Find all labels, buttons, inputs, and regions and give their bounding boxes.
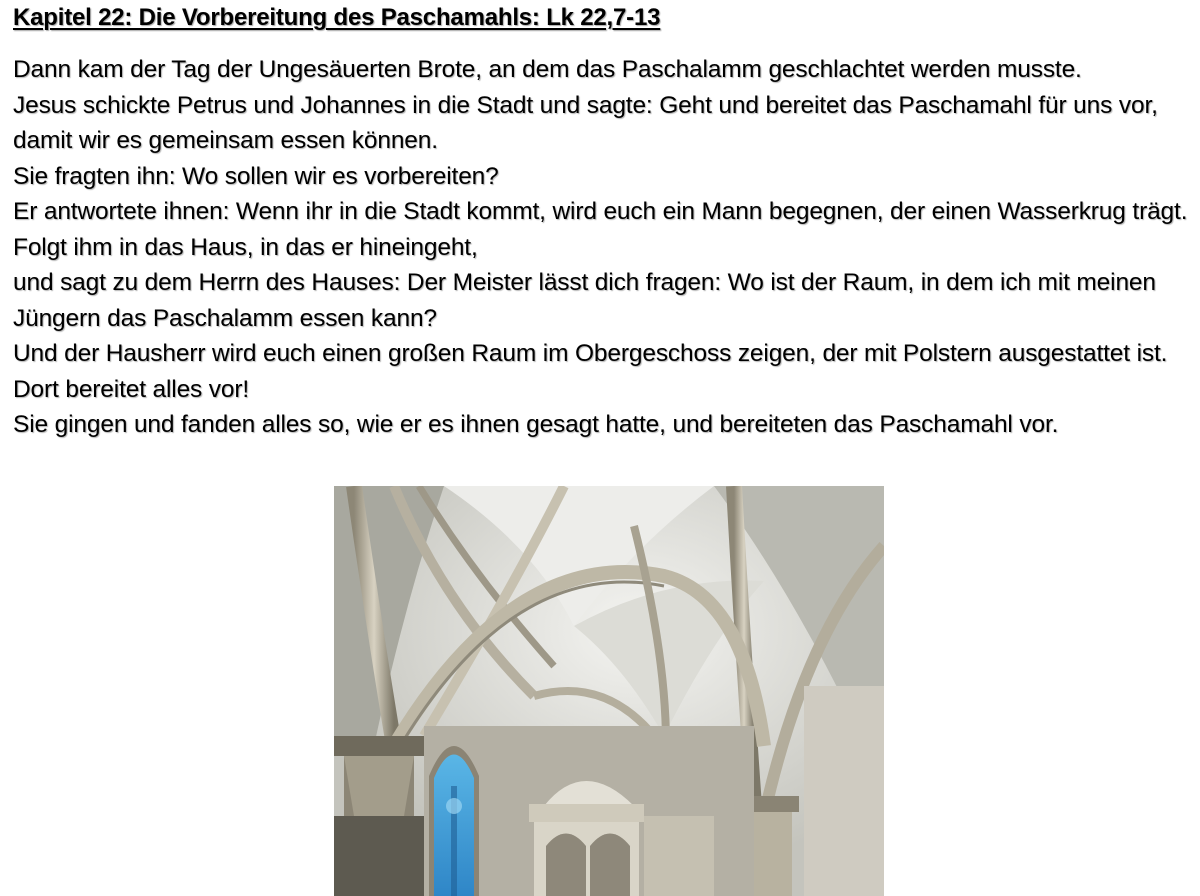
- verse-paragraph: und sagt zu dem Herrn des Hauses: Der Meister lässt dich fragen: Wo ist der Raum, in dem ich mit meinen Jüngern das Paschalamm essen kann?: [13, 269, 1156, 332]
- verse-paragraph: Er antwortete ihnen: Wenn ihr in die Stadt kommt, wird euch ein Mann begegnen, der einen Wasserkrug trägt. Folgt ihm in das Haus, in das er hineingeht,: [13, 198, 1188, 261]
- verse-paragraph: Jesus schickte Petrus und Johannes in die Stadt und sagte: Geht und bereitet das Paschamahl für uns vor, damit wir es gemeinsam essen können.: [13, 91, 1158, 154]
- verse-paragraph: Und der Hausherr wird euch einen großen Raum im Obergeschoss zeigen, der mit Polstern ausgestattet ist. Dort bereitet alles vor!: [13, 340, 1168, 403]
- verse-paragraph: Dann kam der Tag der Ungesäuerten Brote, an dem das Paschalamm geschlachtet werden musste.: [13, 56, 1082, 83]
- scripture-text: [13, 52, 1193, 443]
- slide-title: Kapitel 22: Die Vorbereitung des Paschamahls: Lk 22,7-13: [13, 4, 661, 31]
- cenacle-vaulted-room-photo: [334, 486, 884, 896]
- verse-paragraph: Sie fragten ihn: Wo sollen wir es vorbereiten?: [13, 162, 499, 190]
- verse-paragraph: Sie gingen und fanden alles so, wie er es ihnen gesagt hatte, und bereiteten das Paschamahl vor.: [13, 411, 1059, 438]
